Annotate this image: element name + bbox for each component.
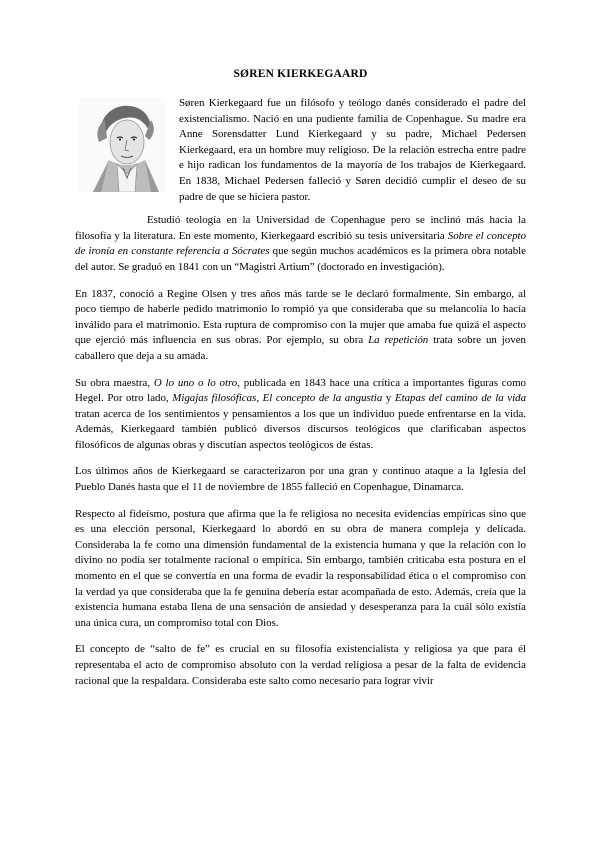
p4-work-title-3: El concepto de la angustia [262, 392, 383, 405]
paragraph-6: Respecto al fideísmo, postura que afirma que la fe religiosa no necesita evidencias empíricas sino que es una elección personal, Kierkegaard lo abordó en su obra de manera compleja y delicada. Consideraba la fe como una dimensión fundamental de la existencia humana y que la relación con lo divino no podía ser totalmente racional o empírica. Sin embargo, también criticaba esta postura en el momento en el que se convertía en una forma de evadir la responsabilidad ética o el compromiso con la verdad ya que consideraba que la fe genuina debería estar acompañada de esto. Además, creía que la existencia humana estaba llena de una sensación de ansiedad y desesperanza para la cuál sólo existía una única cura, un compromiso total con Dios. [75, 507, 526, 629]
paragraph-3 [75, 287, 526, 365]
p4-work-title-1: O lo uno o lo otro [153, 376, 238, 389]
p2-text-a: Estudió teología en la Universidad de Copenhague pero se inclinó más hacia la filosofía y la literatura. En este momento, Kierkegaard escribió su tesis universitaria [75, 214, 526, 242]
paragraph-1: Søren Kierkegaard fue un filósofo y teólogo danés considerado el padre del existencialismo. Nació en una pudiente familia de Copenhague. Su madre era Anne Sorensdatter Lund Kierkegaard y su padre, Michael Pedersen Kierkegaard, era un hombre muy religioso. De la relación estrecha entre padre e hijo radican los fundamentos de la mayoría de los trabajos de Kierkegaard. En 1838, Michael Pedersen falleció y Søren decidió cumplir el deseo de su padre de que se hiciera pastor. [179, 97, 526, 203]
p3-work-title: La repetición [368, 334, 429, 347]
document-title: SØREN KIERKEGAARD [233, 68, 368, 80]
p2-text-c: que según muchos académicos es la primera obra notable del autor. Se graduó en 1841 con un “Magistri Artium” (doctorado en investigación). [75, 245, 527, 273]
kierkegaard-portrait [79, 98, 165, 192]
p4-text-e: , [256, 392, 263, 405]
p2-thesis-title: Sobre el concepto de ironía en constante referencia a Sócrates [75, 229, 526, 258]
p4-text-c: , publicada en 1843 hace una crítica a importantes figuras como Hegel. Por otro lado, [75, 376, 526, 405]
p4-text-a: Su obra maestra, [75, 376, 154, 389]
paragraph-5: Los últimos años de Kierkegaard se caracterizaron por una gran y continuo ataque a la Iglesia del Pueblo Danés hasta que el 11 de noviembre de 1855 falleció en Copenhague, Dinamarca. [75, 465, 526, 494]
paragraph-2 [75, 213, 526, 275]
p4-work-title-4: Etapas del camino de la vida [394, 392, 527, 405]
p3-text-a: En 1837, conoció a Regine Olsen y tres años más tarde se le declaró formalmente. Sin embargo, al poco tiempo de haberle pedido matrimonio lo rompió ya que consideraba que su melancolía lo hacía inválido para el matrimonio. Esta ruptura de compromiso con la mujer que amaba fue quizá el aspecto que ejerció más influencia en sus obras. Por ejemplo, su obra [75, 287, 526, 347]
p3-text-c: trata sobre un joven caballero que deja a su amada. [75, 334, 526, 362]
intro-section [75, 96, 526, 205]
paragraph-4 [75, 376, 526, 454]
p4-text-g: y [382, 392, 395, 405]
paragraph-7: El concepto de “salto de fe” es crucial en su filosofía existencialista y religiosa ya que para él representaba el acto de compromiso absoluto con la verdad religiosa a pesar de la falta de evidencia racional que la respaldara. Consideraba este salto como necesario para lograr vivir [75, 643, 526, 687]
p4-work-title-2: Migajas filosóficas [172, 392, 257, 405]
p4-text-i: tratan acerca de los sentimientos y pensamientos a los que un individuo puede enfrentarse en la vida. Además, Kierkegaard también publicó diversos discursos teológicos que clarificaban aspectos filosóficos de algunas obras y discutían aspectos teológicos de éstas. [75, 407, 526, 451]
